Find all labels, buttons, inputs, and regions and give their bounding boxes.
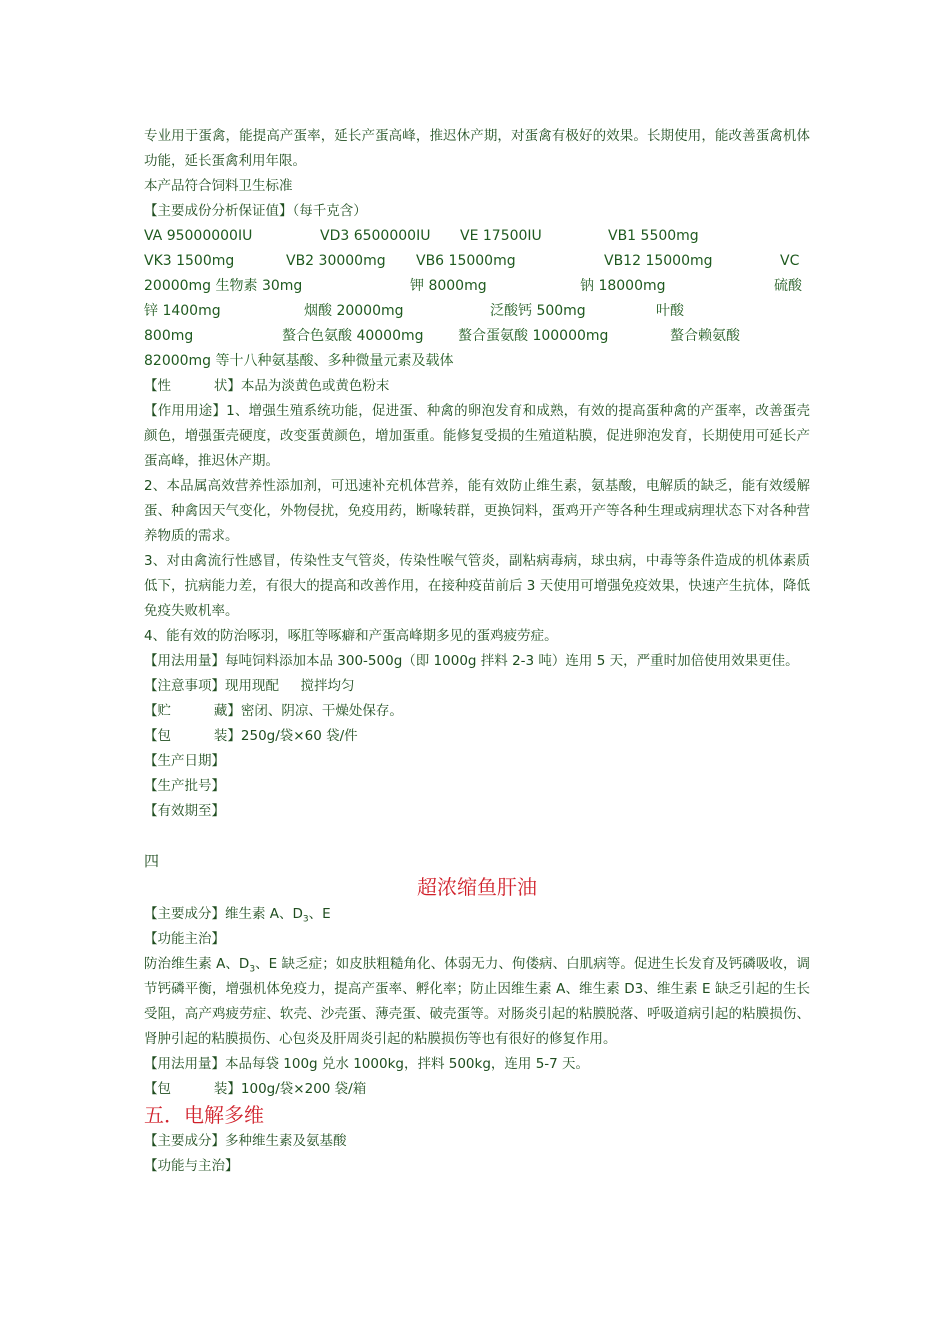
nutrient-row: 82000mg 等十八种氨基酸、多种微量元素及载体 bbox=[144, 353, 454, 369]
dosage-line: 【用法用量】每吨饲料添加本品 300-500g（即 1000g 拌料 2-3 吨）连用 5 天，严重时加倍使用效果更佳。 bbox=[144, 653, 799, 669]
nutrient-item: VC bbox=[780, 253, 800, 269]
nutrient-item: 叶酸 bbox=[656, 303, 684, 319]
nutrient-item: 泛酸钙 500mg bbox=[490, 303, 586, 319]
section-title: 超浓缩鱼肝油 bbox=[417, 875, 537, 899]
section-number: 四 bbox=[144, 852, 160, 870]
notes-line: 【注意事项】现用现配 搅拌均匀 bbox=[144, 678, 355, 694]
ingredients-line bbox=[144, 902, 810, 927]
nutrient-item: VD3 6500000IU bbox=[320, 228, 431, 244]
nutrient-item: 螯合色氨酸 40000mg bbox=[282, 328, 424, 344]
subscript: 3 bbox=[302, 914, 309, 925]
ingredients-text: 、E bbox=[308, 906, 331, 922]
ingredients-line: 【主要成分】多种维生素及氨基酸 bbox=[144, 1133, 347, 1149]
production-date-line: 【生产日期】 bbox=[144, 753, 225, 769]
usage-paragraph-3: 3、对由禽流行性感冒，传染性支气管炎，传染性喉气管炎，副粘病毒病，球虫病，中毒等条件造成的机体素质低下，抗病能力差，有很大的提高和改善作用，在接种疫苗前后 3 天使用可增强免疫效果，快速产生抗体，降低免疫失败机率。 bbox=[144, 553, 810, 619]
usage-paragraph-2: 2、本品属高效营养性添加剂，可迅速补充机体营养，能有效防止维生素，氨基酸，电解质的缺乏，能有效缓解蛋、种禽因天气变化，外物侵扰，免疫用药，断喙转群，更换饲料，蛋鸡开产等各种生理或病理状态下对各种营养物质的需求。 bbox=[144, 478, 810, 544]
nutrient-item: 钾 8000mg bbox=[410, 278, 487, 294]
nutrient-item: 螯合蛋氨酸 100000mg bbox=[458, 328, 609, 344]
usage-paragraph-1: 【作用用途】1、增强生殖系统功能，促进蛋、种禽的卵泡发育和成熟，有效的提高蛋种禽的产蛋率，改善蛋壳颜色，增强蛋壳硬度，改变蛋黄颜色，增加蛋重。能修复受损的生殖道粘膜，促进卵泡发育，长期使用可延长产蛋高峰，推迟休产期。 bbox=[144, 403, 810, 469]
nutrient-row bbox=[144, 224, 810, 249]
spacer bbox=[144, 824, 810, 849]
usage-paragraph-4: 4、能有效的防治啄羽，啄肛等啄癖和产蛋高峰期多见的蛋鸡疲劳症。 bbox=[144, 628, 558, 644]
analysis-heading: 【主要成份分析保证值】（每千克含） bbox=[144, 203, 367, 219]
subscript: 3 bbox=[249, 964, 256, 975]
function-text: 防治维生素 A、D bbox=[144, 956, 250, 972]
nutrient-row bbox=[144, 249, 810, 274]
batch-number-line: 【生产批号】 bbox=[144, 778, 225, 794]
nutrient-item: VE 17500IU bbox=[460, 228, 542, 244]
nutrient-item: 螯合赖氨酸 bbox=[670, 328, 740, 344]
function-paragraph bbox=[144, 952, 810, 1052]
nutrient-item: VB6 15000mg bbox=[416, 253, 516, 269]
nutrient-item: 硫酸 bbox=[774, 278, 802, 294]
nutrient-item: VB12 15000mg bbox=[604, 253, 713, 269]
package-line: 【包 装】250g/袋×60 袋/件 bbox=[144, 728, 358, 744]
nutrient-item: 20000mg 生物素 30mg bbox=[144, 278, 303, 294]
function-text: 、E 缺乏症；如皮肤粗糙角化、体弱无力、佝偻病、白肌病等。促进生长发育及钙磷吸收，调节钙磷平衡，增强机体免疫力，提高产蛋率、孵化率；防止因维生素 A、维生素 D3、维生素 E 缺乏引起的生长受阻，高产鸡疲劳症、软壳、沙壳蛋、薄壳蛋、破壳蛋等。对肠炎引起的粘膜脱落、呼吸道病引起的粘膜损伤、肾肿引起的粘膜损伤、心包炎及肝周炎引起的粘膜损伤等也有很好的修复作用。 bbox=[144, 956, 811, 1047]
function-heading: 【功能主治】 bbox=[144, 931, 225, 947]
nutrient-item: VB2 30000mg bbox=[286, 253, 386, 269]
nutrient-item: 800mg bbox=[144, 328, 194, 344]
expiry-line: 【有效期至】 bbox=[144, 803, 225, 819]
nutrient-item: VK3 1500mg bbox=[144, 253, 235, 269]
nutrient-row bbox=[144, 274, 810, 299]
dosage-line: 【用法用量】本品每袋 100g 兑水 1000kg，拌料 500kg，连用 5-7 天。 bbox=[144, 1056, 590, 1072]
document-content bbox=[144, 124, 810, 1179]
nutrient-item: 锌 1400mg bbox=[144, 303, 221, 319]
nutrient-item: 烟酸 20000mg bbox=[304, 303, 404, 319]
property-line: 【性 状】本品为淡黄色或黄色粉末 bbox=[144, 378, 390, 394]
nutrient-row bbox=[144, 324, 810, 349]
section-title: 五．电解多维 bbox=[144, 1103, 264, 1127]
package-line: 【包 装】100g/袋×200 袋/箱 bbox=[144, 1081, 367, 1097]
nutrient-item: VB1 5500mg bbox=[608, 228, 699, 244]
nutrient-row bbox=[144, 299, 810, 324]
storage-line: 【贮 藏】密闭、阴凉、干燥处保存。 bbox=[144, 703, 403, 719]
function-heading: 【功能与主治】 bbox=[144, 1158, 239, 1174]
ingredients-text: 【主要成分】维生素 A、D bbox=[144, 906, 303, 922]
nutrient-item: VA 95000000IU bbox=[144, 228, 253, 244]
standard-line: 本产品符合饲料卫生标准 bbox=[144, 178, 293, 194]
nutrient-item: 钠 18000mg bbox=[580, 278, 666, 294]
intro-paragraph: 专业用于蛋禽，能提高产蛋率，延长产蛋高峰，推迟休产期，对蛋禽有极好的效果。长期使用，能改善蛋禽机体功能，延长蛋禽利用年限。 bbox=[144, 128, 810, 169]
